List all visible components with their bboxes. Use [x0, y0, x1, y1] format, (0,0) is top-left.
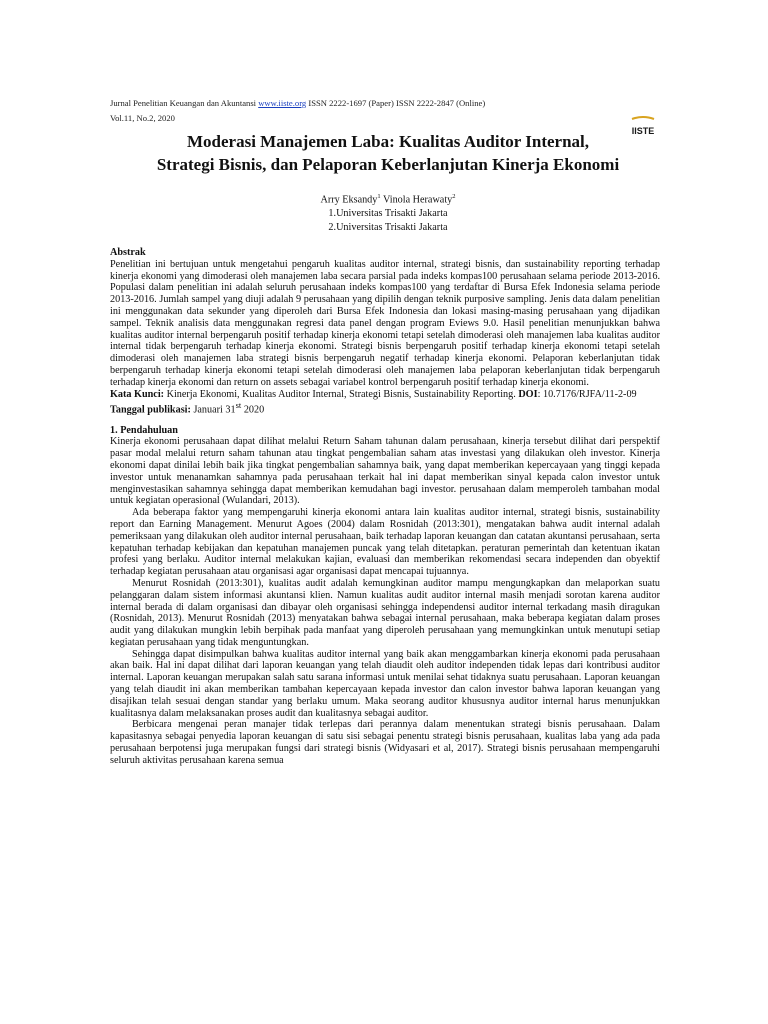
title-line-2: Strategi Bisnis, dan Pelaporan Keberlanjutan Kinerja Ekonomi: [156, 155, 620, 174]
author-block: [108, 190, 668, 235]
doi-label: DOI: [518, 388, 538, 400]
paragraph: Kinerja ekonomi perusahaan dapat dilihat melalui Return Saham tahunan dalam perusahaan, kinerja tersebut dilihat dari perspektif pasar modal melalui return saham tahunan atau tingkat pengembalian saham atas investasi yang dilakukan oleh investor. Kinerja ekonomi dapat dinilai lebih baik jika tingkat pengembalian sahamnya baik, yang dapat memberikan kepercayaan yang tinggi kepada investor untuk menanamkan sahamnya pada perusahaan terkait hal ini dapat memberikan sinyal kepada calon investor untuk menginvestasikan sahamnya sehingga dapat memberikan kemudahan bagi investor. perusahaan dalam memperoleh tambahan modal untuk kegiatan operasional (Wulandari, 2013).: [110, 436, 660, 507]
journal-name: Jurnal Penelitian Keuangan dan Akuntansi: [110, 98, 259, 108]
publication-year: 2020: [241, 404, 265, 416]
author-1: Arry Eksandy: [320, 194, 378, 206]
affiliation-1: 1.Universitas Trisakti Jakarta: [328, 208, 448, 220]
keywords: [110, 389, 660, 401]
publication-date-sup: st: [235, 400, 242, 411]
journal-info-line: [110, 96, 670, 111]
abstract-text: Penelitian ini bertujuan untuk mengetahui pengaruh kualitas auditor internal, strategi bisnis, dan sustainability reporting terhadap kinerja ekonomi yang dimoderasi oleh manajemen laba secara parsial pada indeks kompas100 perusahaan selama periode 2013-2016. Populasi dalam penelitian ini adalah seluruh perusahaan indeks kompas100 yang terdaftar di Bursa Efek Indonesia selama periode 2013-2016. Jumlah sampel yang diuji adalah 9 perusahaan yang dipilih dengan teknik purposive sampling. Jenis data dalam penelitian ini menggunakan data sekunder yang diperoleh dari Bursa Efek Indonesia dan lokasi masing-masing perusahaan yang dijadikan sampel. Teknik analisis data menggunakan regresi data panel dengan program Eviews 9.0. Hasil penelitian menunjukkan bahwa kualitas auditor internal berpengaruh positif terhadap kinerja ekonomi tetapi setelah dimoderasi oleh manajemen laba kualitas auditor internal tidak berpengaruh terhadap kinerja ekonomi. Strategi bisnis berpengaruh positif terhadap kinerja ekonomi tetapi setelah dimoderasi oleh manajemen laba strategi bisnis berpengaruh negatif terhadap kinerja ekonomi. Pelaporan keberlanjutan tidak berpengaruh terhadap kinerja ekonomi tetapi setelah dimoderasi oleh manajemen laba pelaporan keberlanjutan tidak berpengaruh terhadap kinerja ekonomi dan return on assets sebagai variabel kontrol berpengaruh positif terhadap kinerja ekonomi.: [110, 258, 660, 388]
publication-label: Tanggal publikasi:: [110, 404, 191, 416]
abstract-heading: Abstrak: [110, 247, 146, 258]
author-2: Vinola Herawaty: [380, 194, 453, 206]
author-2-sup: 2: [452, 193, 456, 200]
affiliation-2: 2.Universitas Trisakti Jakarta: [328, 222, 448, 234]
journal-volume: Vol.11, No.2, 2020: [110, 113, 175, 123]
paragraph: Menurut Rosnidah (2013:301), kualitas audit adalah kemungkinan auditor mampu mengungkapkan dan melaporkan suatu pelanggaran dalam sistem informasi akuntansi klien. Namun kualitas audit auditor internal masih menjadi sorotan karena auditor internal berada di dalam organisasi dan dibayar oleh organisasi sehingga independensi auditor internal terkadang masih diragukan (Rosnidah, 2013). Menurut Rosnidah (2013) menyatakan bahwa sebagai internal perusahaan, maka beberapa kegiatan dalam proses audit yang dilakukan mungkin lebih berpihak pada manfaat yang diperoleh perusahaan yang memungkinkan untuk menutupi setiap kegiatan perusahaan yang tidak menguntungkan.: [110, 577, 660, 648]
keywords-text: Kinerja Ekonomi, Kualitas Auditor Internal, Strategi Bisnis, Sustainability Reporting.: [164, 388, 519, 400]
title-line-1: Moderasi Manajemen Laba: Kualitas Auditor Internal,: [186, 132, 590, 151]
paragraph: Ada beberapa faktor yang mempengaruhi kinerja ekonomi antara lain kualitas auditor internal, strategi bisnis, sustainability report dan Earning Management. Menurut Agoes (2004) dalam Rosnidah (2013:301), mengatakan bahwa audit internal adalah pemeriksaan yang dilakukan oleh auditor internal perusahaan, baik terhadap laporan keuangan dan catatan akuntansi perusahaan, serta kepatuhan terhadap kebijakan dan kepatuhan manajemen puncak yang telah ditetapkan. peraturan pemerintah dan ketentuan ikatan profesi yang berlaku. Auditor internal melakukan kajian, evaluasi dan memberikan rekomendasi secara independen dan obyektif terhadap kegiatan perusahaan atau organisasi agar organisasi dapat mencapai tujuannya.: [110, 507, 660, 578]
publication-date: [110, 400, 660, 416]
doi-colon: :: [537, 388, 541, 400]
journal-link[interactable]: www.iiste.org: [258, 98, 307, 108]
paragraph: Sehingga dapat disimpulkan bahwa kualitas auditor internal yang baik akan menggambarkan kinerja ekonomi pada perusahaan akan baik. Hal ini dapat dilihat dari laporan keuangan yang telah diaudit oleh auditor independen tidak lepas dari kontribusi auditor internal. Laporan keuangan merupakan salah satu sarana informasi untuk menilai sehat tidaknya suatu perusahaan. Laporan keuangan yang telah diaudit ini akan memberikan tambahan kepercayaan kepada investor dan calon investor bahwa laporan keuangan yang disajikan telah sesuai dengan standar yang berlaku umum. Maka seorang auditor khususnya auditor internal harus menunjukkan kualitasnya dalam melaksanakan proses audit dan kualitasnya sebagai auditor.: [110, 648, 660, 719]
author-1-sup: 1: [377, 193, 381, 200]
section-heading: 1. Pendahuluan: [110, 424, 178, 436]
paper-body: [110, 247, 660, 767]
publication-date-text: Januari 31: [190, 404, 236, 416]
journal-header: [110, 96, 670, 126]
paragraph: Berbicara mengenai peran manajer tidak terlepas dari perannya dalam menentukan strategi bisnis perusahaan. Dalam kapasitasnya sebagai penyedia laporan keuangan di satu sisi sebagai penentu strategi bisnis perusahaan, kualitas laba yang ada pada perusahaan berpotensi juga merupakan fungsi dari strategi bisnis (Widyasari et al, 2017). Strategi bisnis perusahaan mempengaruhi seluruh aktivitas perusahaan karena semua: [110, 719, 660, 766]
logo-text: IISTE: [631, 126, 655, 136]
paper-title: [108, 130, 668, 176]
doi-value: 10.7176/RJFA/11-2-09: [542, 388, 637, 400]
journal-issn: ISSN 2222-1697 (Paper) ISSN 2222-2847 (Online): [306, 98, 486, 108]
author-names: [108, 190, 668, 207]
keywords-label: Kata Kunci:: [110, 388, 165, 400]
